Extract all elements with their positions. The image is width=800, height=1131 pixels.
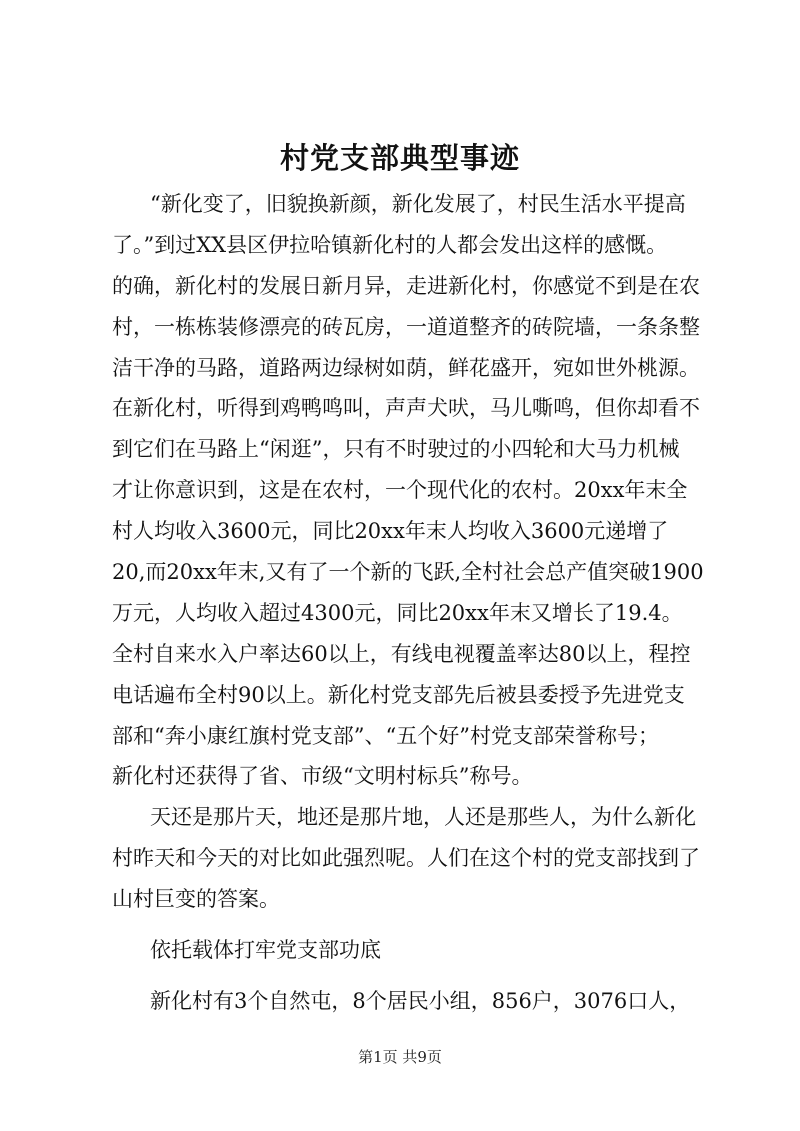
body-line: 山村巨变的答案。: [112, 887, 280, 912]
document-body: [112, 184, 712, 1022]
body-line: 部和“奔小康红旗村党支部”、“五个好”村党支部荣誉称号；: [112, 723, 659, 748]
body-line: 20,而20xx年末,又有了一个新的飞跃,全村社会总产值突破1900: [112, 560, 704, 585]
section-spacer: [112, 971, 712, 981]
section-spacer: [112, 920, 712, 930]
body-line: 洁干净的马路，道路两边绿树如荫，鲜花盛开，宛如世外桃源。: [112, 355, 700, 380]
body-line: 新化村有3个自然屯，8个居民小组，856户，3076口人，: [150, 988, 691, 1013]
body-line: 全村自来水入户率达60以上，有线电视覆盖率达80以上，程控: [112, 641, 691, 666]
body-line: 村昨天和今天的对比如此强烈呢。人们在这个村的党支部找到了: [112, 846, 700, 871]
body-line: 天还是那片天，地还是那片地，人还是那些人，为什么新化: [150, 805, 696, 830]
document-title: 村党支部典型事迹: [279, 141, 520, 175]
page-number-footer: 第1页 共9页: [358, 1048, 442, 1066]
body-line: 电话遍布全村90以上。新化村党支部先后被县委授予先进党支: [112, 682, 685, 707]
body-line: 万元，人均收入超过4300元，同比20xx年末又增长了19.4。: [112, 600, 683, 625]
body-line: 新化村还获得了省、市级“文明村标兵”称号。: [112, 764, 533, 789]
section-heading: 依托载体打牢党支部功底: [150, 938, 381, 963]
body-line: “新化变了，旧貌换新颜，新化发展了，村民生活水平提高: [150, 192, 686, 216]
body-line: 了。”到过XX县区伊拉哈镇新化村的人都会发出这样的感慨。: [112, 232, 668, 257]
body-line: 村，一栋栋装修漂亮的砖瓦房，一道道整齐的砖院墙，一条条整: [112, 314, 700, 339]
body-line: 到它们在马路上“闲逛”，只有不时驶过的小四轮和大马力机械: [112, 437, 680, 462]
body-line: 村人均收入3600元，同比20xx年末人均收入3600元递增了: [112, 519, 669, 544]
body-line: 才让你意识到，这是在农村，一个现代化的农村。20xx年末全: [112, 478, 688, 503]
body-line: 的确，新化村的发展日新月异，走进新化村，你感觉不到是在农: [112, 273, 700, 298]
body-line: 在新化村，听得到鸡鸭鸣叫，声声犬吠，马儿嘶鸣，但你却看不: [112, 396, 700, 421]
